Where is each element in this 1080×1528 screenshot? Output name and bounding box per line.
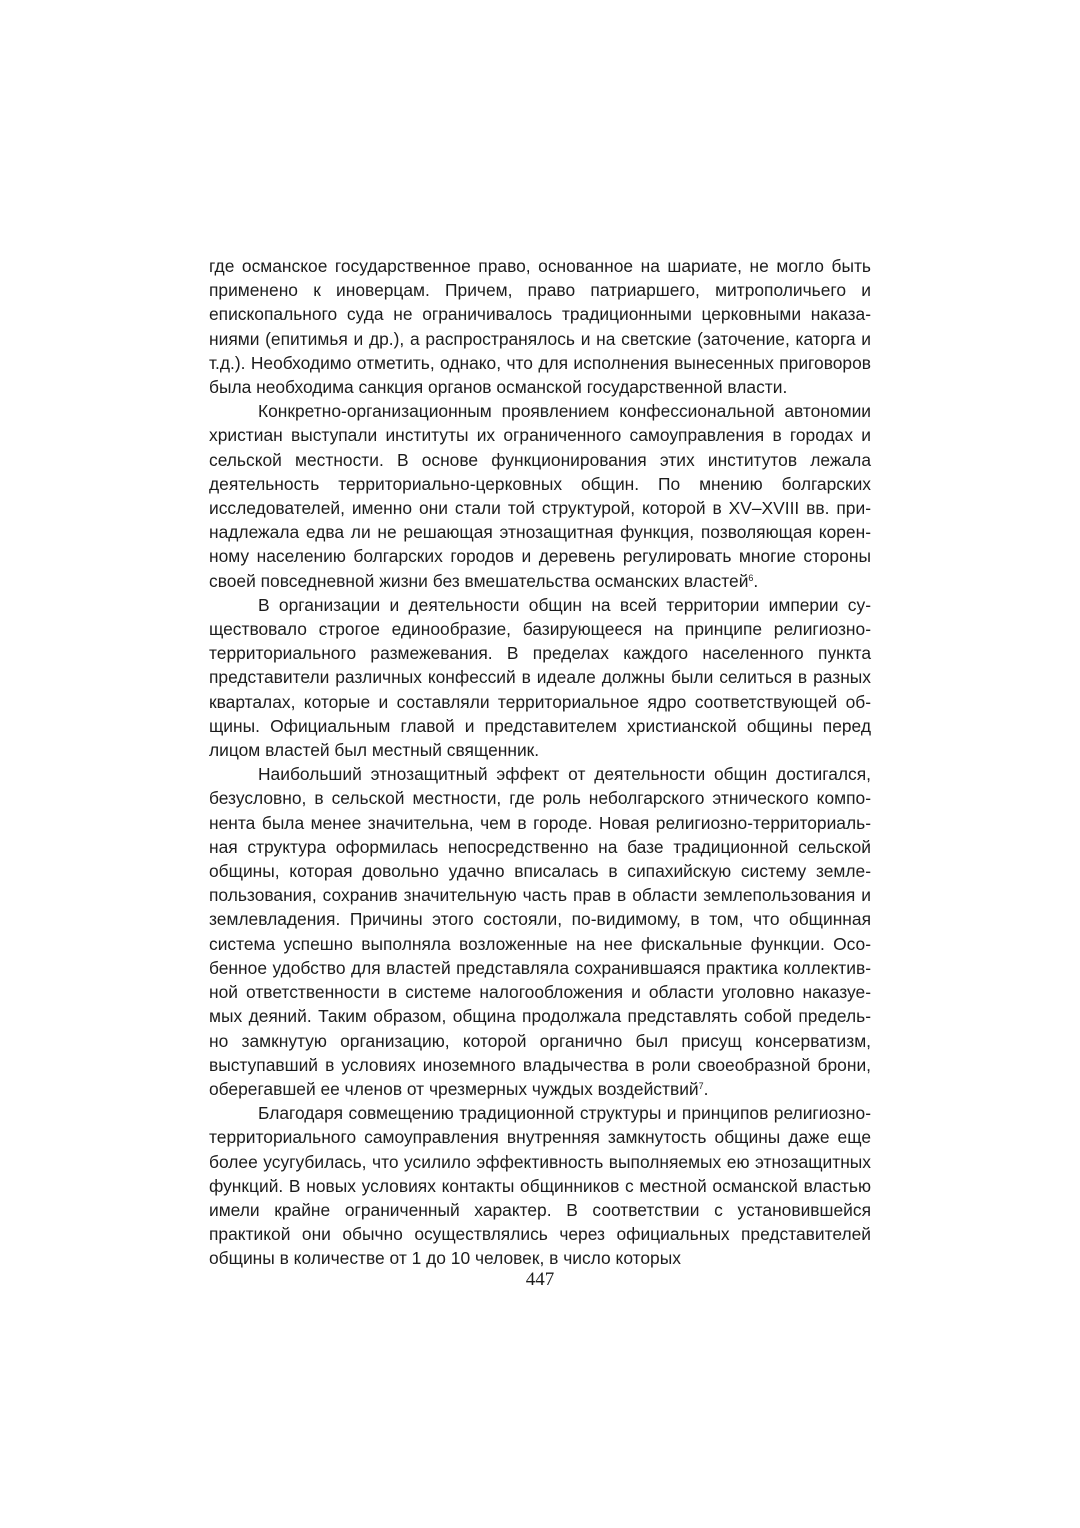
paragraph-4 — [209, 762, 871, 1101]
paragraph-3-text: В организации и деятельности общин на всей территории империи существовало строгое единообразие, базирующееся на принципе религиозно-территориального размежевания. В пределах каждого населенного пункта представители различных конфессий в идеале должны были селиться в разных кварталах, которые и составляли территориальное ядро соответствующей общины. Официальным главой и представителем христианской общины перед лицом властей был местный священник. — [209, 594, 871, 761]
paragraph-1-text: где османское государственное право, основанное на шариате, не могло быть применено к иноверцам. Причем, право патриаршего, митрополичьего и епископального суда не ограничивалось традиционными церковными наказаниями (епитимья и др.), а распространялось и на светские (заточение, каторга и т.д.). Необходимо отметить, однако, что для исполнения вынесенных приговоров была необходима санкция органов османской государственной власти. — [209, 256, 871, 398]
paragraph-2-tail: . — [753, 570, 759, 591]
paragraph-3 — [209, 593, 871, 762]
paragraph-2 — [209, 399, 871, 593]
paragraph-1 — [209, 254, 871, 399]
paragraph-4-text: Наибольший этнозащитный эффект от деятельности общин достигался, безусловно, в сельской местности, где роль неболгарского этнического компонента была менее значительна, чем в городе. Новая религиозно-территориальная структура оформилась непосредственно на базе традиционной сельской общины, которая довольно удачно вписалась в сипахийскую систему землепользования, сохранив значительную часть прав в области землепользования и землевладения. Причины этого состояли, по-видимому, в том, что общинная система успешно выполняла возложенные на нее фискальные функции. Особенное удобство для властей представляла сохранившаяся практика коллективной ответственности в системе налогообложения и области уголовно наказуемых деяний. Таким образом, община продолжала представлять собой предельно замкнутую организацию, которой органично был присущ консерватизм, выступавший в условиях иноземного владычества в роли своеобразной брони, оберегавшей ее членов от чрезмерных чуждых воздействий — [209, 764, 871, 1099]
paragraph-5-text: Благодаря совмещению традиционной структуры и принципов религиозно-территориального самоуправления внутренняя замкнутость общины даже еще более усугубилась, что усилило эффективность выполняемых ею этнозащитных функций. В новых условиях контакты общинников с местной османской властью имели крайне ограниченный характер. В соответствии с установившейся практикой они обычно осуществлялись через официальных представителей общины в количестве от 1 до 10 человек, в число которых — [209, 1103, 871, 1269]
footnote-ref-6[interactable]: 6 — [748, 572, 754, 583]
page-number: 447 — [525, 1269, 555, 1290]
paragraph-5 — [209, 1101, 871, 1270]
footnote-ref-7[interactable]: 7 — [698, 1080, 704, 1091]
paragraph-2-text: Конкретно-организационным проявлением конфессиональной автономии христиан выступали институты их ограниченного самоуправления в городах и сельской местности. В основе функционирования этих институтов лежала деятельность территориально-церковных общин. По мнению болгарских исследователей, именно они стали той структурой, которой в XV–XVIII вв. принадлежала едва ли не решающая этнозащитная функция, позволяющая коренному населению болгарских городов и деревень регулировать многие стороны своей повседневной жизни без вмешательства османских властей — [209, 401, 871, 591]
page-body — [209, 254, 871, 1271]
paragraph-4-tail: . — [703, 1078, 709, 1099]
